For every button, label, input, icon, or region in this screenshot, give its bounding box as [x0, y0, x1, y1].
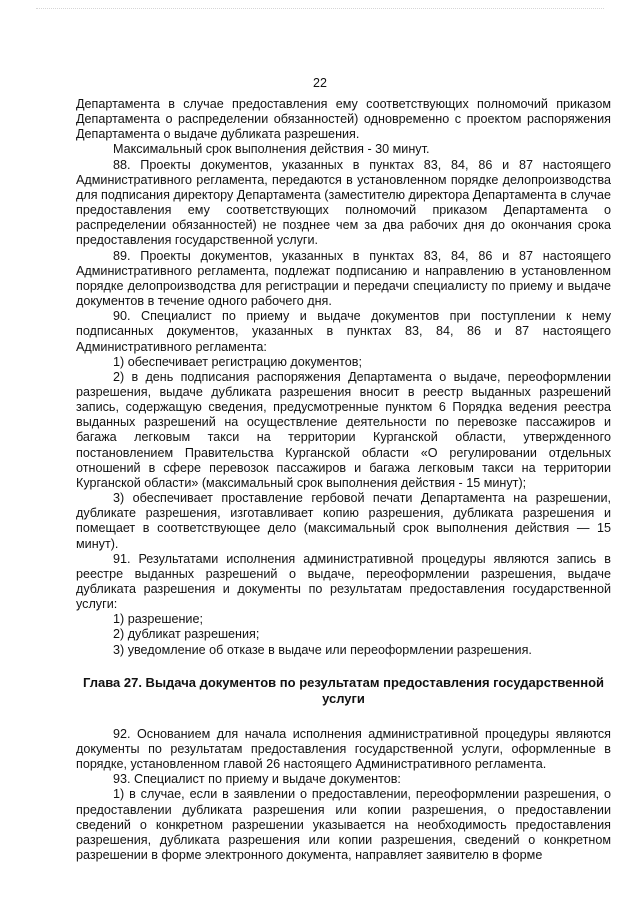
- paragraph: 91. Результатами исполнения административной процедуры являются запись в реестре выданных разрешений о выдаче, переоформлении разрешения, выдаче дубликата разрешения и документы по результатам предоставления государственной услуги:: [76, 551, 611, 612]
- paragraph: 90. Специалист по приему и выдаче документов при поступлении к нему подписанных документов, указанных в пунктах 83, 84, 86 и 87 настоящего Административного регламента:: [76, 309, 611, 354]
- paragraph: Максимальный срок выполнения действия - 30 минут.: [113, 142, 430, 157]
- list-item: 2) дубликат разрешения;: [113, 627, 260, 642]
- list-item: 3) уведомление об отказе в выдаче или переоформлении разрешения.: [113, 642, 532, 657]
- paragraph: 92. Основанием для начала исполнения административной процедуры являются документы по результатам предоставления государственной услуги, оформленные в порядке, установленном главой 26 настоящего Административного регламента.: [76, 726, 611, 772]
- paragraph: 89. Проекты документов, указанных в пунктах 83, 84, 86 и 87 настоящего Административного регламента, подлежат подписанию и направлению в установленном порядке делопроизводства для регистрации и передачи специалисту по приему и выдаче документов в течение одного рабочего дня.: [76, 248, 611, 309]
- chapter-heading: Глава 27. Выдача документов по результатам предоставления государственной услуги: [83, 674, 604, 706]
- list-item: 3) обеспечивает проставление гербовой печати Департамента на разрешении, дубликате разрешения, изготавливает копию разрешения, дубликата разрешения и помещает в соответствующее дело (максимальный срок выполнения действия — 15 минут).: [76, 491, 611, 551]
- list-item: 1) в случае, если в заявлении о предоставлении, переоформлении разрешения, о предоставлении дубликата разрешения или копии разрешения, о предоставлении сведений о конкретном разрешении указывается на необходимость предоставления разрешения, дубликата разрешения или копии разрешения, сведений о конкретном разрешении в форме электронного документа, направляет заявителю в форме: [76, 787, 611, 863]
- list-item: 1) обеспечивает регистрацию документов;: [113, 354, 362, 369]
- paragraph: Департамента в случае предоставления ему соответствующих полномочий приказом Департамента о распределении обязанностей) одновременно с проектом распоряжения Департамента о выдаче дубликата разрешения.: [76, 97, 611, 142]
- paragraph: 93. Специалист по приему и выдаче документов:: [113, 772, 401, 787]
- scan-artifact-line: [36, 8, 604, 12]
- page-number: 22: [313, 76, 327, 90]
- paragraph: 88. Проекты документов, указанных в пунктах 83, 84, 86 и 87 настоящего Административного регламента, передаются в установленном порядке делопроизводства для подписания директору Департамента (заместителю директора Департамента в случае предоставления ему соответствующих полномочий приказом Департамента о распределении обязанностей) не позднее чем за два рабочих дня до окончания срока предоставления государственной услуги.: [76, 157, 611, 248]
- list-item: 1) разрешение;: [113, 612, 203, 627]
- document-body: [76, 97, 611, 863]
- list-item: 2) в день подписания распоряжения Департамента о выдаче, переоформлении разрешения, выдаче дубликата разрешения вносит в реестр выданных разрешений запись, содержащую сведения, предусмотренные пунктом 6 Порядка ведения реестра выданных разрешений на осуществление деятельности по перевозке пассажиров и багажа легковым такси на территории Курганской области, утвержденного постановлением Правительства Курганской области «О регулировании отдельных отношений в сфере перевозок пассажиров и багажа легковым такси на территории Курганской области» (максимальный срок выполнения действия - 15 минут);: [76, 369, 611, 490]
